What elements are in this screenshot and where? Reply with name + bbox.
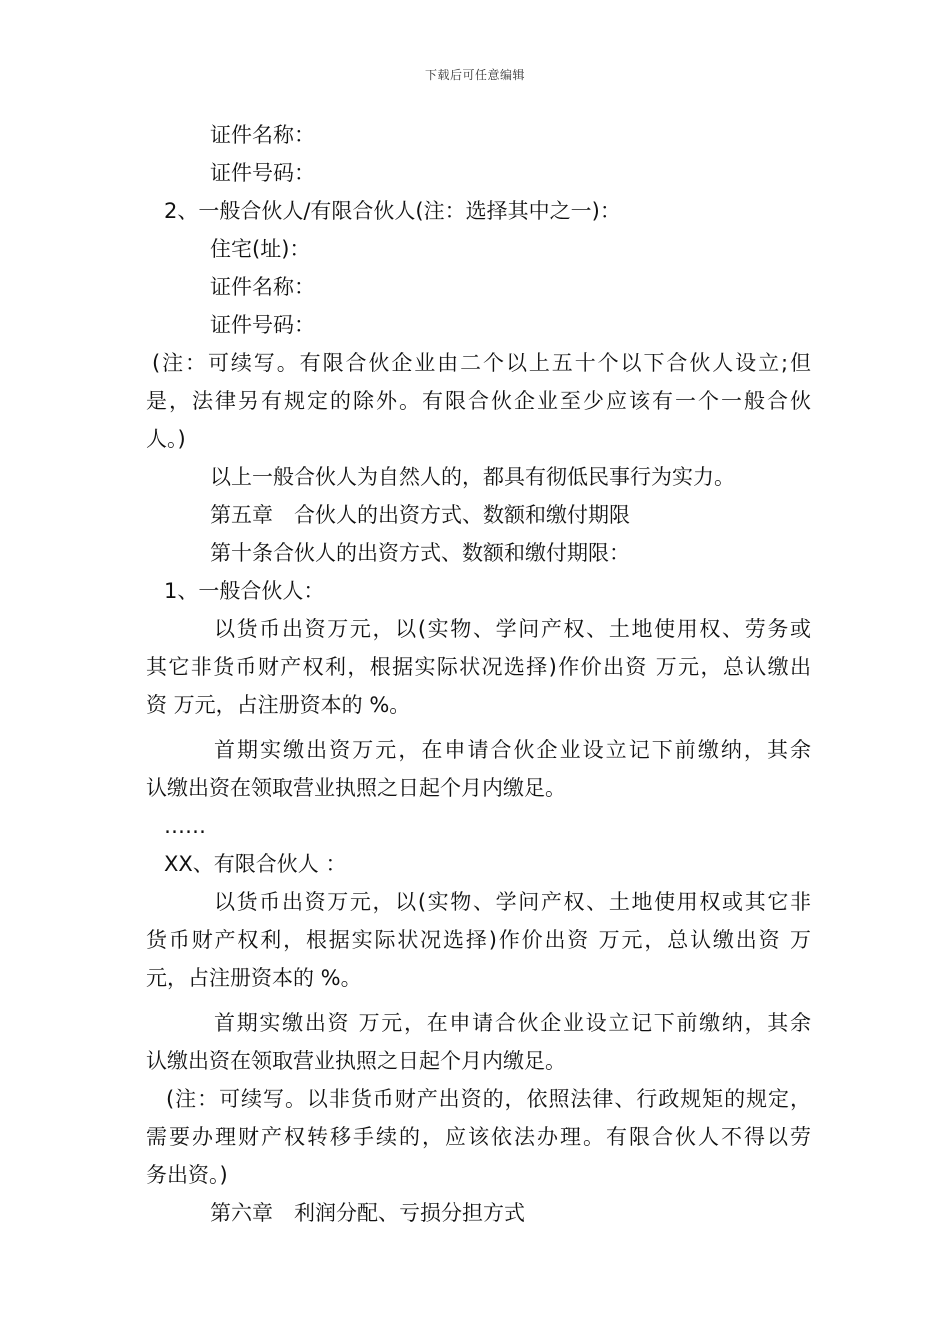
lp-first-payment-line-1: 首期实缴出资 万元，在申请合伙企业设立记下前缴纳，其余 xyxy=(214,1011,811,1035)
lp-contribution-line-3: 元，占注册资本的 %。 xyxy=(146,966,362,990)
chapter-six-heading: 第六章 利润分配、亏损分担方式 xyxy=(210,1201,525,1225)
statement-line: 以上一般合伙人为自然人的，都具有彻低民事行为实力。 xyxy=(210,465,735,489)
contribution-line-1: 以货币出资万元，以(实物、学问产权、土地使用权、劳务或 xyxy=(214,617,811,641)
document-body xyxy=(146,116,811,1232)
limited-partner-heading: XX、有限合伙人 ： xyxy=(164,852,347,876)
ellipsis-line: …… xyxy=(164,814,206,838)
note-line-1: (注：可续写。有限合伙企业由二个以上五十个以下合伙人设立;但 xyxy=(152,351,811,375)
note2-line-1: (注：可续写。以非货币财产出资的，依照法律、行政规矩的规定， xyxy=(166,1087,811,1111)
id-number-line: 证件号码： xyxy=(210,161,315,185)
note2-line-2: 需要办理财产权转移手续的，应该依法办理。有限合伙人不得以劳 xyxy=(146,1125,811,1149)
first-payment-line-1: 首期实缴出资万元，在申请合伙企业设立记下前缴纳，其余 xyxy=(214,738,811,762)
contribution-line-3: 资 万元，占注册资本的 %。 xyxy=(146,693,411,717)
lp-contribution-line-2: 货币财产权利，根据实际状况选择)作价出资 万元，总认缴出资 万 xyxy=(146,928,811,952)
note-line-3: 人。) xyxy=(146,427,186,451)
id-number-line-2: 证件号码： xyxy=(210,313,315,337)
article-ten-heading: 第十条合伙人的出资方式、数额和缴付期限： xyxy=(210,541,630,565)
id-name-line: 证件名称： xyxy=(210,123,315,147)
lp-first-payment-line-2: 认缴出资在领取营业执照之日起个月内缴足。 xyxy=(146,1049,566,1073)
contribution-line-2: 其它非货币财产权利，根据实际状况选择)作价出资 万元，总认缴出 xyxy=(146,655,811,679)
lp-contribution-line-1: 以货币出资万元，以(实物、学问产权、土地使用权或其它非 xyxy=(214,890,811,914)
partner-type-line: 2、一般合伙人/有限合伙人(注：选择其中之一)： xyxy=(164,199,621,223)
note2-line-3: 务出资。) xyxy=(146,1163,228,1187)
page-header: 下载后可任意编辑 xyxy=(424,68,525,82)
general-partner-heading: 1、一般合伙人： xyxy=(164,579,325,603)
residence-line: 住宅(址)： xyxy=(210,237,311,261)
note-line-2: 是，法律另有规定的除外。有限合伙企业至少应该有一个一般合伙 xyxy=(146,389,811,413)
chapter-five-heading: 第五章 合伙人的出资方式、数额和缴付期限 xyxy=(210,503,630,527)
id-name-line-2: 证件名称： xyxy=(210,275,315,299)
first-payment-line-2: 认缴出资在领取营业执照之日起个月内缴足。 xyxy=(146,776,566,800)
